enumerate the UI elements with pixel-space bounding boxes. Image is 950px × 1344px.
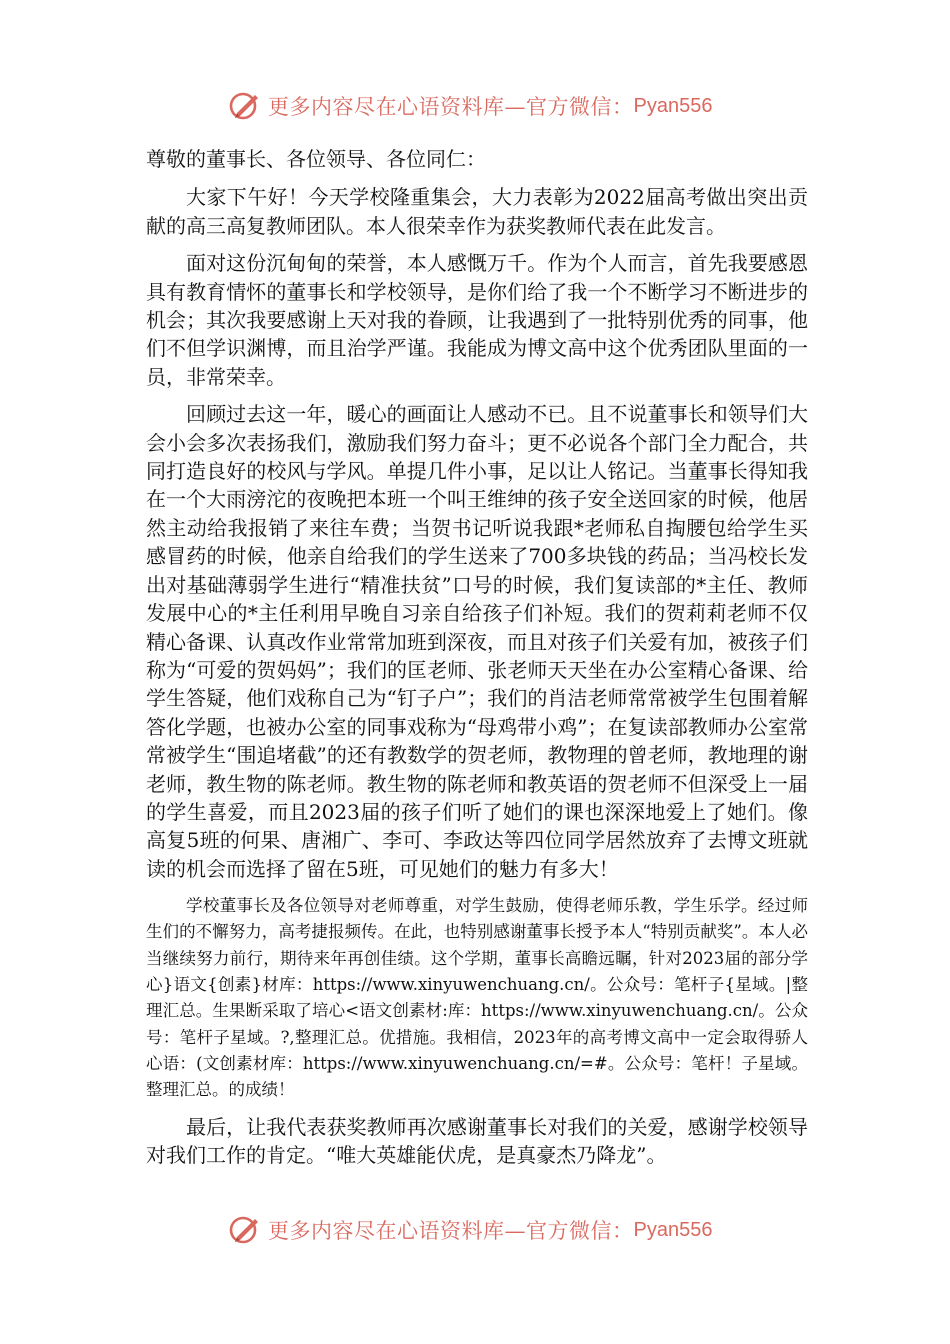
speech-body [146, 145, 808, 1169]
paragraph-leadership: 学校董事长及各位领导对老师尊重，对学生鼓励，使得老师乐教，学生乐学。经过师生们的不懈努力，高考捷报频传。在此，也特别感谢董事长授予本人“特别贡献奖”。本人必当继续努力前行，期待来年再创佳绩。这个学期，董事长高瞻远瞩，针对2023届的部分学心}语文{创素}材库：https://www.xinyuwenchuang.cn/。公众号：笔杆子{星域。|整理汇总。生果断采取了培心<语文创素材:库：https://www.xinyuwenchuang.cn/。公众号：笔杆子星域。?,整理汇总。优措施。我相信，2023年的高考博文高中一定会取得骄人心语：(文创素材库：https://www.xinyuwenchuang.cn/=#。公众号：笔杆！子星域。整理汇总。的成绩！ [146, 896, 808, 1100]
salutation: 尊敬的董事长、各位领导、各位同仁： [146, 147, 486, 171]
banner-text: 更多内容尽在心语资料库—官方微信： [268, 1219, 634, 1243]
paragraph-closing: 最后，让我代表获奖教师再次感谢董事长对我们的关爱，感谢学校领导对我们工作的肯定。“唯大英雄能伏虎，是真豪杰乃降龙”。 [146, 1114, 808, 1167]
paragraph-greeting: 大家下午好！今天学校隆重集会，大力表彰为2022届高考做出突出贡献的高三高复教师团队。本人很荣幸作为获奖教师代表在此发言。 [146, 185, 808, 238]
paragraph-gratitude: 面对这份沉甸甸的荣誉，本人感慨万千。作为个人而言，首先我要感恩具有教育情怀的董事长和学校领导，是你们给了我一个不断学习不断进步的机会；其次我要感谢上天对我的眷顾，让我遇到了一批特别优秀的同事，他们不但学识渊博，而且治学严谨。我能成为博文高中这个优秀团队里面的一员，非常荣幸。 [146, 251, 808, 389]
paragraph-review: 回顾过去这一年，暖心的画面让人感动不已。且不说董事长和领导们大会小会多次表扬我们，激励我们努力奋斗；更不必说各个部门全力配合，共同打造良好的校风与学风。单提几件小事，足以让人铭记。当董事长得知我在一个大雨滂沱的夜晚把本班一个叫王维绅的孩子安全送回家的时候，他居然主动给我报销了来往车费；当贺书记听说我跟*老师私自掏腰包给学生买感冒药的时候，他亲自给我们的学生送来了700多块钱的药品；当冯校长发出对基础薄弱学生进行“精准扶贫”口号的时候，我们复读部的*主任、教师发展中心的*主任利用早晚自习亲自给孩子们补短。我们的贺莉莉老师不仅精心备课、认真改作业常常加班到深夜，而且对孩子们关爱有加，被孩子们称为“可爱的贺妈妈”；我们的匡老师、张老师天天坐在办公室精心备课、给学生答疑，他们戏称自己为“钉子户”；我们的肖洁老师常常被学生包围着解答化学题，也被办公室的同事戏称为“母鸡带小鸡”；在复读部教师办公室常常被学生“围追堵截”的还有教数学的贺老师，教物理的曾老师，教地理的谢老师，教生物的陈老师。教生物的陈老师和教英语的贺老师不但深受上一届的学生喜爱，而且2023届的孩子们听了她们的课也深深地爱上了她们。像高复5班的何果、唐湘广、李可、李政达等四位同学居然放弃了去博文班就读的机会而选择了留在5班，可见她们的魅力有多大！ [146, 402, 808, 881]
pen-logo-icon [228, 89, 262, 123]
header-banner [228, 86, 748, 126]
banner-wechat-id: Pyan556 [633, 1218, 713, 1241]
banner-text: 更多内容尽在心语资料库—官方微信： [268, 95, 634, 119]
banner-wechat-id: Pyan556 [633, 94, 713, 117]
pen-logo-icon [228, 1213, 262, 1247]
footer-banner [228, 1210, 748, 1250]
